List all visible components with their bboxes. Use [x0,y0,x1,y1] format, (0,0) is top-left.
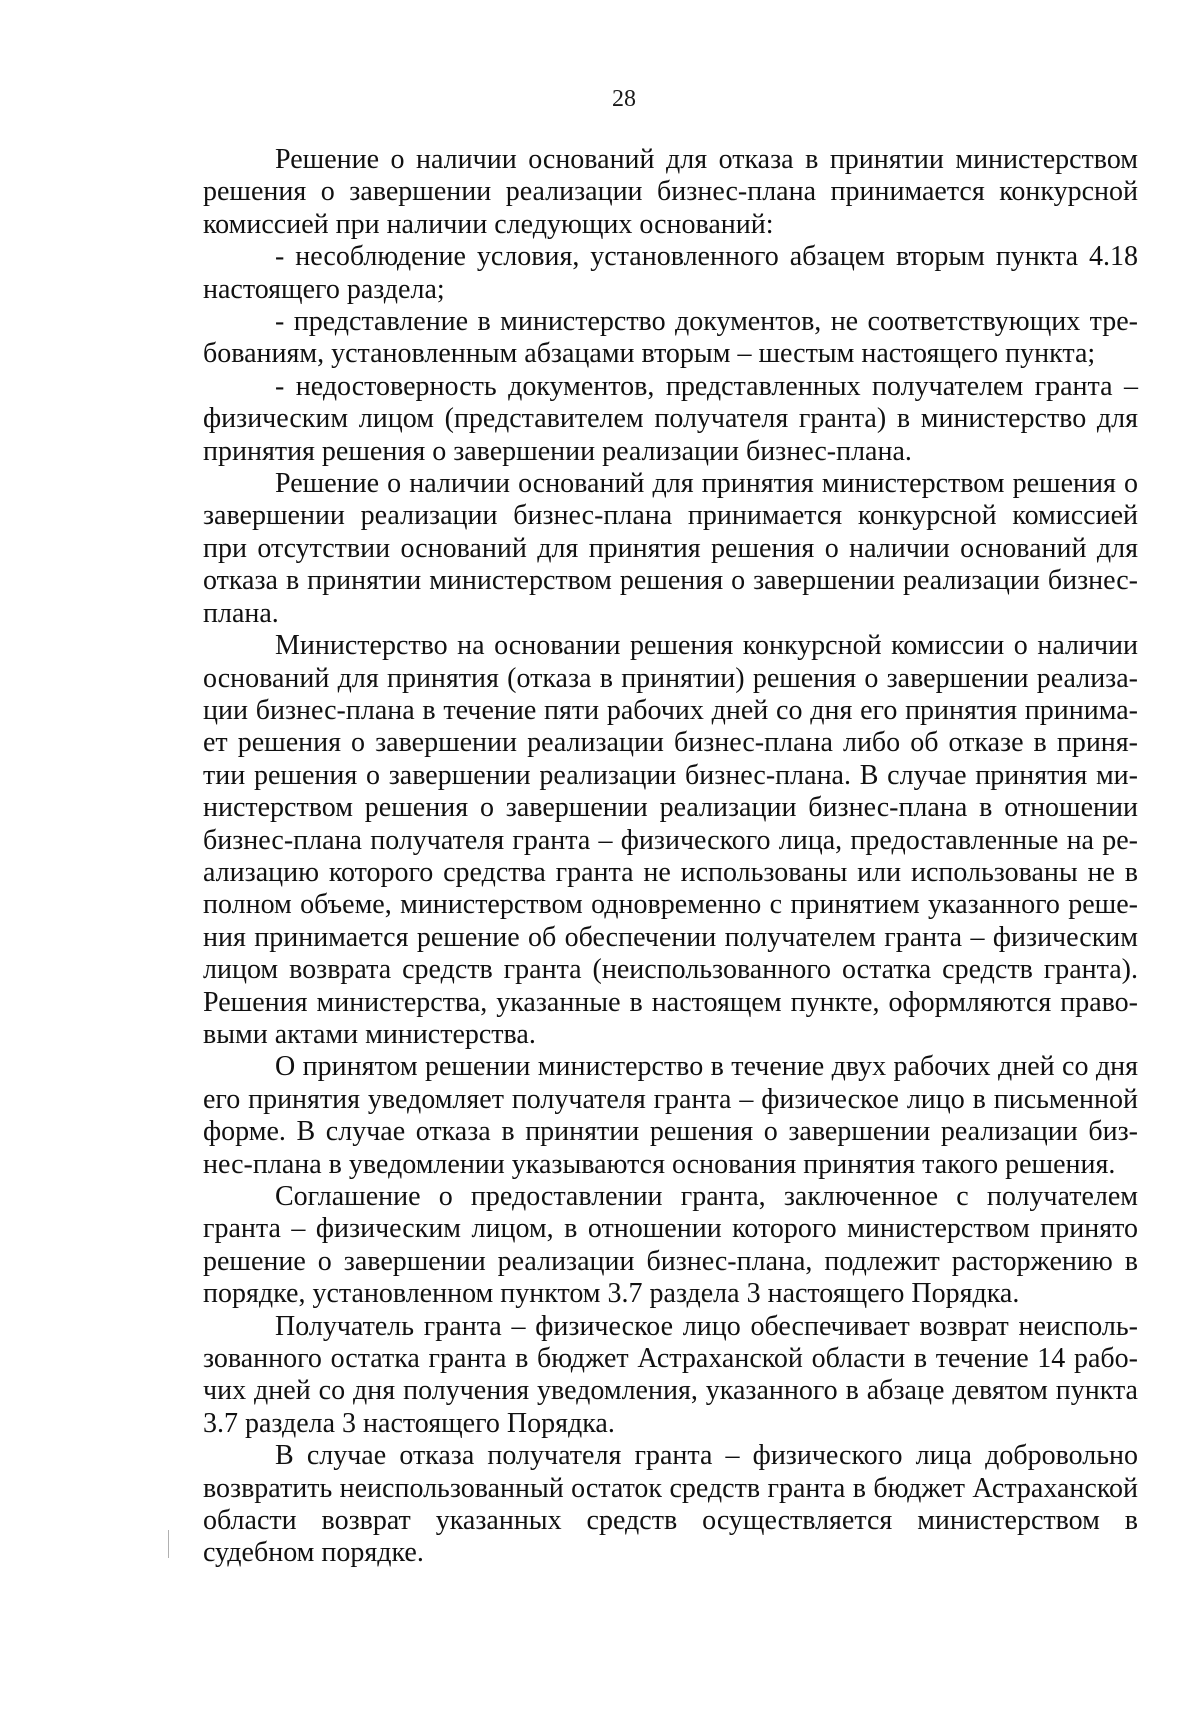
paragraph-8: Соглашение о предоставлении гранта, заключенное с получателем гранта – физическим лицом, в отношении которого министерством принято решение о завершении реализации бизнес-плана, подлежит расторжению в порядке, установленном пунктом 3.7 раздела 3 настоящего Порядка. [203,1181,1138,1310]
document-body [203,144,1138,1570]
paragraph-2: - несоблюдение условия, установленного абзацем вторым пункта 4.18 настоящего раздела; [203,241,1138,305]
paragraph-5: Решение о наличии оснований для принятия министерством решения о завершении реализации бизнес-плана принимается конкурсной комиссией при отсутствии оснований для принятия решения о наличии оснований для отказа в принятии министерством решения о завершении реализации бизнесплана. [203,468,1138,629]
scan-edge-mark [168,1530,169,1558]
paragraph-4: - недостоверность документов, представленных получателем гранта – физическим лицом (представителем получателя гранта) в министерство для принятия решения о завершении реализации бизнес-плана. [203,370,1138,467]
paragraph-10: В случае отказа получателя гранта – физического лица добровольно возвратить неиспользованный остаток средств гранта в бюджет Астраханской области возврат указанных средств осуществляется министерством в судебном порядке. [203,1440,1138,1569]
paragraph-1: Решение о наличии оснований для отказа в принятии министерством решения о завершении реализации бизнес-плана принимается конкурсной комиссией при наличии следующих оснований: [203,144,1138,240]
paragraph-7: О принятом решении министерство в течение двух рабочих дней со дня его принятия уведомляет получателя гранта – физическое лицо в письменной форме. В случае отказа в принятии решения о завершении реализации бизнес-плана в уведомлении указываются основания принятия такого решения. [203,1051,1138,1180]
page-number: 28 [612,86,636,112]
paragraph-9: Получатель гранта – физическое лицо обеспечивает возврат неиспользованного остатка гранта в бюджет Астраханской области в течение 14 рабочих дней со дня получения уведомления, указанного в абзаце девятом пункта 3.7 раздела 3 настоящего Порядка. [203,1310,1138,1439]
paragraph-6: Министерство на основании решения конкурсной комиссии о наличии оснований для принятия (отказа в принятии) решения о завершении реализации бизнес-плана в течение пяти рабочих дней со дня его принятия принимает решения о завершении реализации бизнес-плана либо об отказе в принятии решения о завершении реализации бизнес-плана. В случае принятия министерством решения о завершении реализации бизнес-плана в отношении бизнес-плана получателя гранта – физического лица, предоставленные на реализацию которого средства гранта не использованы или использованы не в полном объеме, министерством одновременно с принятием указанного решения принимается решение об обеспечении получателем гранта – физическим лицом возврата средств гранта (неиспользованного остатка средств гранта). Решения министерства, указанные в настоящем пункте, оформляются правовыми актами министерства. [203,630,1138,1050]
paragraph-3: - представление в министерство документов, не соответствующих требованиям, установленным абзацами вторым – шестым настоящего пункта; [203,306,1138,370]
